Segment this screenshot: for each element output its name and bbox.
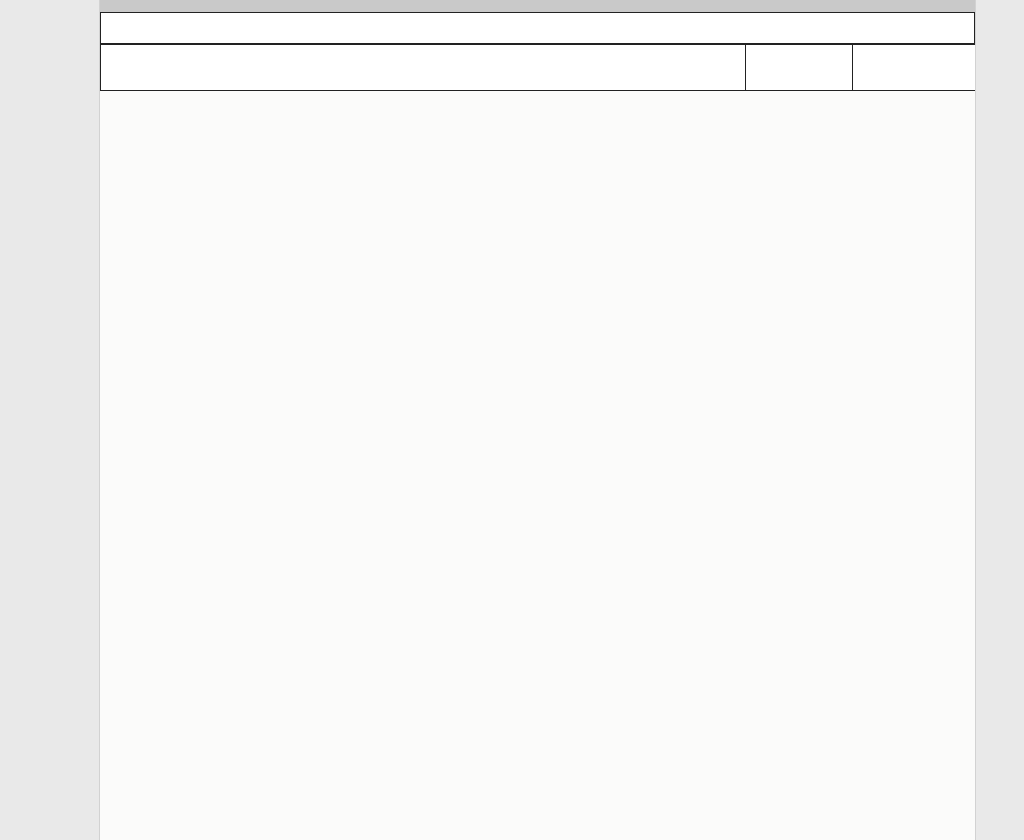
- header-week-start: [746, 45, 853, 91]
- semester-title: [100, 12, 975, 44]
- document-page: [100, 0, 975, 840]
- schedule-table: [100, 44, 975, 91]
- header-week-number: [853, 45, 976, 91]
- header-notes: [101, 45, 746, 91]
- table-header-row: [101, 45, 976, 91]
